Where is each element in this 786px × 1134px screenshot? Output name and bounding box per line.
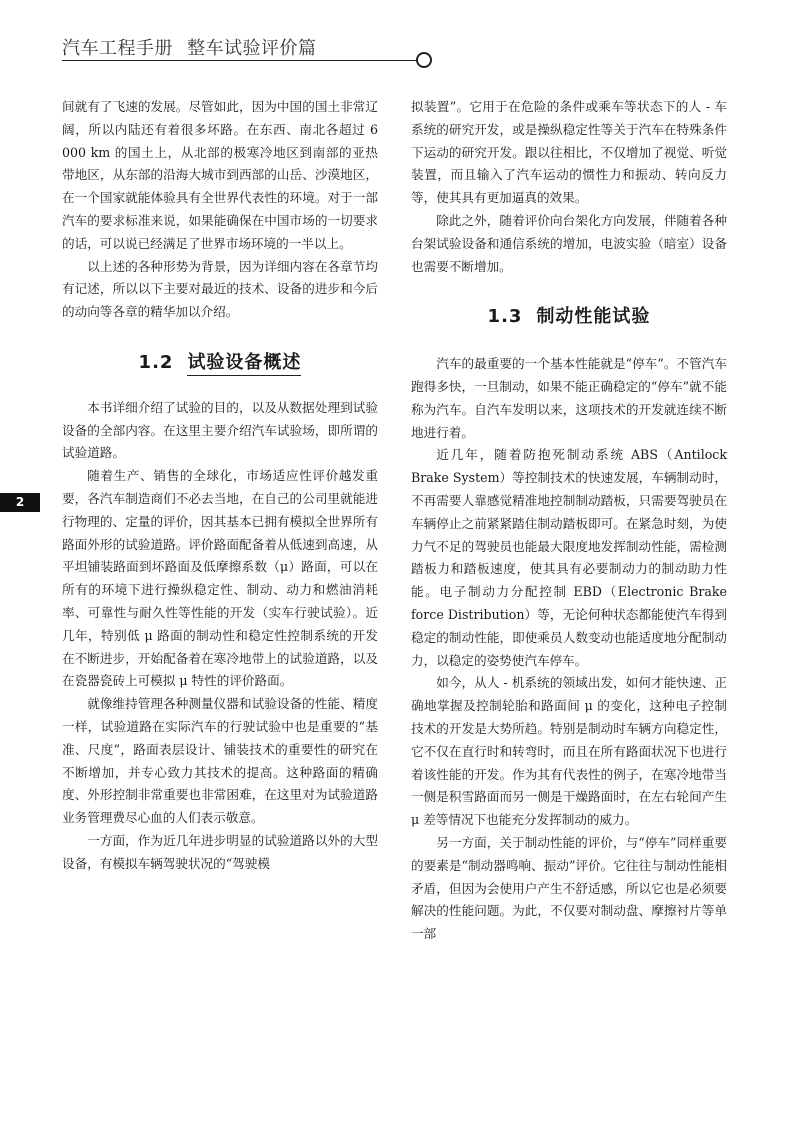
section-heading (62, 324, 378, 397)
paragraph: 一方面，作为近几年进步明显的试验道路以外的大型设备，有模拟车辆驾驶状况的“驾驶模 (62, 832, 378, 871)
paragraph: 本书详细介绍了试验的目的，以及从数据处理到试验设备的全部内容。在这里主要介绍汽车试验场，即所谓的试验道路。 (62, 399, 378, 461)
paragraph: 就像维持管理各种测量仪器和试验设备的性能、精度一样，试验道路在实际汽车的行驶试验中也是重要的“基准、尺度”，路面表层设计、铺装技术的重要性的研究在不断增加，并专心致力其技术的提高。这种路面的精确度、外形控制非常重要也非常困难，在这里对为试验道路业务管理费尽心血的人们表示敬意。 (62, 696, 378, 826)
paragraph: 随着生产、销售的全球化，市场适应性评价越发重要，各汽车制造商们不必去当地，在自己的公司里就能进行物理的、定量的评价，因其基本已拥有模拟全世界所有路面外形的试验道路。评价路面配备着从低速到高速，从平坦铺装路面到坏路面及低摩擦系数（μ）路面，可以在所有的环境下进行操纵稳定性、制动、动力和燃油消耗率、可靠性与耐久性等性能的开发（实车行驶试验）。近几年，特别低 μ 路面的制动性和稳定性控制系统的开发在不断进步，开始配备着在寒冷地带上的试验道路，以及在瓷器瓷砖上可模拟 μ 特性的评价路面。 (62, 468, 378, 689)
section-heading (411, 278, 727, 353)
running-header (62, 34, 442, 68)
paragraph: 以上述的各种形势为背景，因为详细内容在各章节均有记述，所以以下主要对最近的技术、设备的进步和今后的动向等各章的精华加以介绍。 (62, 258, 378, 320)
paragraph: 另一方面，关于制动性能的评价，与“停车”同样重要的要素是“制动器鸣响、振动”评价。它往往与制动性能相矛盾，但因为会使用户产生不舒适感，所以它也是必须要解决的性能问题。为此，不仅要对制动盘、摩擦衬片等单一部 (411, 834, 727, 942)
paragraph: 汽车的最重要的一个基本性能就是“停车”。不管汽车跑得多快，一旦制动，如果不能正确稳定的“停车”就不能称为汽车。自汽车发明以来，这项技术的开发就连续不断地进行着。 (411, 356, 727, 440)
header-rule-ornament-icon (416, 52, 432, 68)
paragraph: 除此之外，随着评价向台架化方向发展，伴随着各种台架试验设备和通信系统的增加，电波实验（暗室）设备也需要不断增加。 (411, 212, 727, 274)
section-number: 1.2 (138, 351, 174, 373)
book-part-title: 整车试验评价篇 (187, 38, 317, 59)
right-column (411, 96, 727, 946)
header-rule (62, 60, 420, 61)
paragraph: 间就有了飞速的发展。尽管如此，因为中国的国土非常辽阔，所以内陆还有着很多坏路。在东西、南北各超过 6 000 km 的国土上，从北部的极寒冷地区到南部的亚热带地区，从东部的沿海大城市到西部的山岳、沙漠地区，在一个国家就能体验具有全世界代表性的环境。对于一部汽车的要求标准来说，如果能确保在中国市场的一切要求的话，可以说已经满足了世界市场环境的一半以上。 (62, 99, 378, 251)
paragraph: 拟装置”。它用于在危险的条件或乘车等状态下的人 - 车系统的研究开发，或是操纵稳定性等关于汽车在特殊条件下运动的研究开发。跟以往相比，不仅增加了视觉、听觉装置，而且输入了汽车运动的惯性力和振动、转向反力等，使其具有更加逼真的效果。 (411, 99, 727, 206)
section-title: 试验设备概述 (187, 352, 301, 376)
book-series-title: 汽车工程手册 (62, 38, 173, 59)
page-number-tab: 2 (0, 493, 40, 512)
section-title: 制动性能试验 (536, 306, 651, 328)
section-number: 1.3 (487, 306, 523, 328)
left-column (62, 96, 378, 876)
paragraph: 如今，从人 - 机系统的领域出发，如何才能快速、正确地掌握及控制轮胎和路面间 μ 的变化，这种电子控制技术的开发是大势所趋。特别是制动时车辆方向稳定性，它不仅在直行时和转弯时，而且在所有路面状况下也进行着该性能的开发。作为其有代表性的例子，在寒冷地带当一侧是积雪路面而另一侧是干燥路面时，在左右轮间产生 μ 差等情况下也能充分发挥制动的威力。 (411, 675, 727, 828)
paragraph: 近几年，随着防抱死制动系统 ABS（Antilock Brake System）等控制技术的快速发展，车辆制动时，不再需要人靠感觉精准地控制制动踏板，只需要驾驶员在车辆停止之前紧紧踏住制动踏板即可。在紧急时刻，为使力气不足的驾驶员也能最大限度地发挥制动性能，需检测踏板力和踏板速度，使其具有必要制动力的制动助力性能。电子制动力分配控制 EBD（Electronic Brake force Distribution）等，无论何种状态都能使汽车得到稳定的制动性能，即使乘员人数变动也能适度地分配制动力，以稳定的姿势使汽车停车。 (411, 447, 727, 668)
